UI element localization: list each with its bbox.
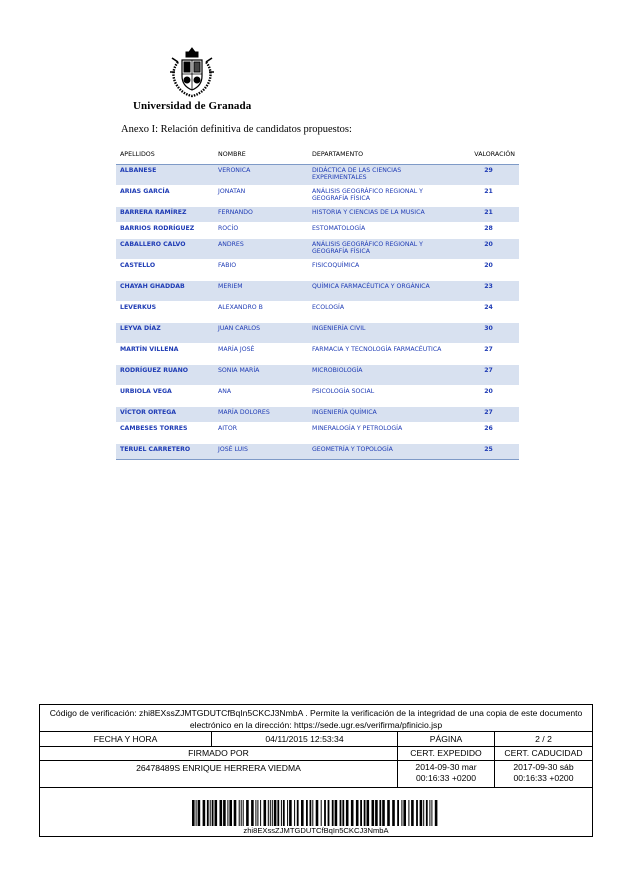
- cell-nombre: JUAN CARLOS: [214, 323, 308, 344]
- caducidad-label: CERT. CADUCIDAD: [504, 748, 583, 758]
- barcode-bar: [251, 800, 254, 826]
- table-row: [116, 365, 519, 386]
- barcode-bar: [340, 800, 342, 826]
- cell-apellidos: MARTÍN VILLENA: [116, 344, 214, 365]
- cell-valoracion: 23: [458, 281, 519, 302]
- barcode-bar: [435, 800, 438, 826]
- barcode-bar: [297, 800, 299, 826]
- barcode-bar: [198, 800, 201, 826]
- university-crest-logo: [164, 44, 220, 100]
- barcode-bar: [207, 800, 209, 826]
- barcode-bar: [212, 800, 214, 826]
- barcode-bar: [246, 800, 249, 826]
- table-header-row: [116, 147, 519, 165]
- barcode-bar: [239, 800, 240, 826]
- cell-nombre: VERONICA: [214, 165, 308, 186]
- cell-departamento: PSICOLOGÍA SOCIAL: [308, 386, 458, 407]
- barcode-bar: [429, 800, 430, 826]
- cell-valoracion: 25: [458, 444, 519, 460]
- barcode-bar: [426, 800, 428, 826]
- table-row: [116, 423, 519, 444]
- table-row: [116, 165, 519, 186]
- barcode-bar: [332, 800, 334, 826]
- table-row: [116, 223, 519, 239]
- verification-barcode: [192, 800, 440, 826]
- cell-nombre: ALEXANDRO B: [214, 302, 308, 323]
- cell-nombre: FERNANDO: [214, 207, 308, 223]
- cell-departamento: DIDÁCTICA DE LAS CIENCIAS EXPERIMENTALES: [308, 165, 458, 186]
- barcode-bar: [306, 800, 308, 826]
- cell-apellidos: CABALLERO CALVO: [116, 239, 214, 260]
- barcode-bar: [283, 800, 285, 826]
- barcode-bar: [375, 800, 378, 826]
- cell-valoracion: 20: [458, 239, 519, 260]
- signature-box: [39, 704, 593, 837]
- barcode-bar: [272, 800, 273, 826]
- column-header-apellidos: APELLIDOS: [116, 147, 214, 165]
- barcode-bar: [392, 800, 395, 826]
- barcode-bar: [382, 800, 385, 826]
- barcode-text: zhi8EXssZJMTGDUTCfBqIn5CKCJ3NmbA: [243, 826, 389, 835]
- barcode-bar: [346, 800, 349, 826]
- cell-valoracion: 27: [458, 365, 519, 386]
- barcode-bar: [411, 800, 414, 826]
- barcode-bar: [234, 800, 237, 826]
- barcode-bar: [203, 800, 206, 826]
- table-row: [116, 407, 519, 423]
- barcode-bar: [301, 800, 304, 826]
- barcode-bar: [277, 800, 279, 826]
- cell-apellidos: BARRIOS RODRÍGUEZ: [116, 223, 214, 239]
- barcode-bar: [210, 800, 211, 826]
- barcode-bar: [387, 800, 390, 826]
- column-header-valoracion: VALORACIÓN: [458, 147, 519, 165]
- table-row: [116, 239, 519, 260]
- barcode-bar: [223, 800, 226, 826]
- university-name: Universidad de Granada: [133, 100, 252, 112]
- column-header-departamento: DEPARTAMENTO: [308, 147, 458, 165]
- barcode-bar: [420, 800, 423, 826]
- cell-nombre: SONIA MARÍA: [214, 365, 308, 386]
- table-row: [116, 386, 519, 407]
- barcode-bar: [260, 800, 261, 826]
- cell-valoracion: 27: [458, 407, 519, 423]
- barcode-bar: [264, 800, 267, 826]
- cell-nombre: FABIO: [214, 260, 308, 281]
- barcode-bar: [274, 800, 277, 826]
- barcode-bar: [367, 800, 370, 826]
- cell-apellidos: RODRÍGUEZ RUANO: [116, 365, 214, 386]
- cell-nombre: MARÍA JOSÉ: [214, 344, 308, 365]
- cell-departamento: ECOLOGÍA: [308, 302, 458, 323]
- barcode-bar: [379, 800, 381, 826]
- barcode-bar: [335, 800, 338, 826]
- barcode-bar: [257, 800, 258, 826]
- cell-apellidos: TERUEL CARRETERO: [116, 444, 214, 460]
- table-row: [116, 260, 519, 281]
- cell-departamento: ANÁLISIS GEOGRÁFICO REGIONAL Y GEOGRAFÍA FÍSICA: [308, 186, 458, 207]
- cell-apellidos: CASTELLO: [116, 260, 214, 281]
- barcode-bar: [215, 800, 218, 826]
- barcode-bar: [397, 800, 399, 826]
- barcode-bar: [423, 800, 424, 826]
- pagina-label: PÁGINA: [398, 732, 495, 746]
- cell-valoracion: 28: [458, 223, 519, 239]
- cell-valoracion: 20: [458, 260, 519, 281]
- cell-nombre: JONATAN: [214, 186, 308, 207]
- cell-valoracion: 21: [458, 186, 519, 207]
- barcode-bar: [294, 800, 295, 826]
- barcode-bar: [324, 800, 326, 826]
- cell-apellidos: LEYVA DÍAZ: [116, 323, 214, 344]
- barcode-bar: [312, 800, 313, 826]
- cell-departamento: GEOMETRÍA Y TOPOLOGÍA: [308, 444, 458, 460]
- cell-apellidos: ARIAS GARCÍA: [116, 186, 214, 207]
- cell-valoracion: 29: [458, 165, 519, 186]
- table-row: [116, 323, 519, 344]
- barcode-bar: [243, 800, 244, 826]
- cell-nombre: AITOR: [214, 423, 308, 444]
- barcode-bar: [351, 800, 354, 826]
- cell-departamento: HISTORIA Y CIENCIAS DE LA MUSICA: [308, 207, 458, 223]
- barcode-bar: [408, 800, 409, 826]
- cell-valoracion: 24: [458, 302, 519, 323]
- cell-departamento: QUÍMICA FARMACÉUTICA Y ORGÁNICA: [308, 281, 458, 302]
- barcode-bar: [310, 800, 312, 826]
- cell-apellidos: LEVERKUS: [116, 302, 214, 323]
- barcode-bar: [356, 800, 359, 826]
- cert-header-row: [40, 747, 592, 761]
- table-row: [116, 444, 519, 460]
- barcode-bar: [241, 800, 242, 826]
- cell-apellidos: CHAYAH GHADDAB: [116, 281, 214, 302]
- cell-departamento: FISICOQUÍMICA: [308, 260, 458, 281]
- barcode-bar: [229, 800, 232, 826]
- cell-nombre: MARÍA DOLORES: [214, 407, 308, 423]
- barcode-bar: [342, 800, 344, 826]
- barcode-bar: [321, 800, 322, 826]
- expedido-label: CERT. EXPEDIDO: [398, 747, 495, 760]
- barcode-bar: [372, 800, 375, 826]
- barcode-bar: [403, 800, 406, 826]
- barcode-bar: [220, 800, 223, 826]
- cell-valoracion: 26: [458, 423, 519, 444]
- barcode-bar: [416, 800, 418, 826]
- caducidad-value: 2017-09-30 sáb 00:16:33 +0200: [513, 762, 574, 783]
- barcode-bar: [268, 800, 269, 826]
- firmante-name: 26478489S ENRIQUE HERRERA VIEDMA: [40, 761, 398, 787]
- cell-departamento: ESTOMATOLOGÍA: [308, 223, 458, 239]
- cell-valoracion: 20: [458, 386, 519, 407]
- barcode-bar: [360, 800, 362, 826]
- table-row: [116, 186, 519, 207]
- barcode-bar: [227, 800, 228, 826]
- barcode-bar: [328, 800, 330, 826]
- cell-nombre: ANDRES: [214, 239, 308, 260]
- table-row: [116, 281, 519, 302]
- barcode-bar: [192, 800, 195, 826]
- table-row: [116, 302, 519, 323]
- expedido-value: 2014-09-30 mar 00:16:33 +0200: [398, 761, 495, 787]
- cell-departamento: INGENIERÍA QUÍMICA: [308, 407, 458, 423]
- pagina-value: 2 / 2: [535, 734, 552, 744]
- verification-code-text: Código de verificación: zhi8EXssZJMTGDUTCfBqIn5CKCJ3NmbA . Permite la verificación de la integridad de una copia de este documento electrónico en la dirección: https://sede.ugr.es/verifirma/pfinicio.jsp: [40, 705, 592, 732]
- cert-value-row: [40, 761, 592, 788]
- cell-valoracion: 21: [458, 207, 519, 223]
- cell-nombre: MERIEM: [214, 281, 308, 302]
- barcode-bar: [364, 800, 366, 826]
- cell-apellidos: ALBANESE: [116, 165, 214, 186]
- candidates-table: [116, 147, 519, 460]
- table-row: [116, 344, 519, 365]
- table-row: [116, 207, 519, 223]
- barcode-bar: [270, 800, 271, 826]
- cell-nombre: ANA: [214, 386, 308, 407]
- barcode-bar: [255, 800, 256, 826]
- fecha-row: [40, 732, 592, 747]
- barcode-bar: [289, 800, 292, 826]
- cell-departamento: MICROBIOLOGÍA: [308, 365, 458, 386]
- cell-nombre: JOSÉ LUIS: [214, 444, 308, 460]
- cell-apellidos: URBIOLA VEGA: [116, 386, 214, 407]
- fecha-value: 04/11/2015 12:53:34: [212, 732, 398, 746]
- cell-valoracion: 27: [458, 344, 519, 365]
- barcode-bar: [401, 800, 402, 826]
- annex-title: Anexo I: Relación definitiva de candidatos propuestos:: [121, 124, 352, 135]
- cell-apellidos: CAMBESES TORRES: [116, 423, 214, 444]
- cell-departamento: INGENIERÍA CIVIL: [308, 323, 458, 344]
- fecha-label: FECHA Y HORA: [40, 732, 212, 746]
- barcode-bar: [281, 800, 282, 826]
- cell-departamento: MINERALOGÍA Y PETROLOGÍA: [308, 423, 458, 444]
- barcode-bar: [196, 800, 197, 826]
- firmado-label: FIRMADO POR: [40, 747, 398, 760]
- cell-valoracion: 30: [458, 323, 519, 344]
- cell-departamento: FARMACIA Y TECNOLOGÍA FARMACÉUTICA: [308, 344, 458, 365]
- cell-nombre: ROCÍO: [214, 223, 308, 239]
- cell-apellidos: BARRERA RAMÍREZ: [116, 207, 214, 223]
- cell-apellidos: VÍCTOR ORTEGA: [116, 407, 214, 423]
- barcode-bar: [316, 800, 319, 826]
- barcode-bar: [287, 800, 288, 826]
- cell-departamento: ANÁLISIS GEOGRÁFICO REGIONAL Y GEOGRAFÍA FÍSICA: [308, 239, 458, 260]
- column-header-nombre: NOMBRE: [214, 147, 308, 165]
- barcode-bar: [431, 800, 432, 826]
